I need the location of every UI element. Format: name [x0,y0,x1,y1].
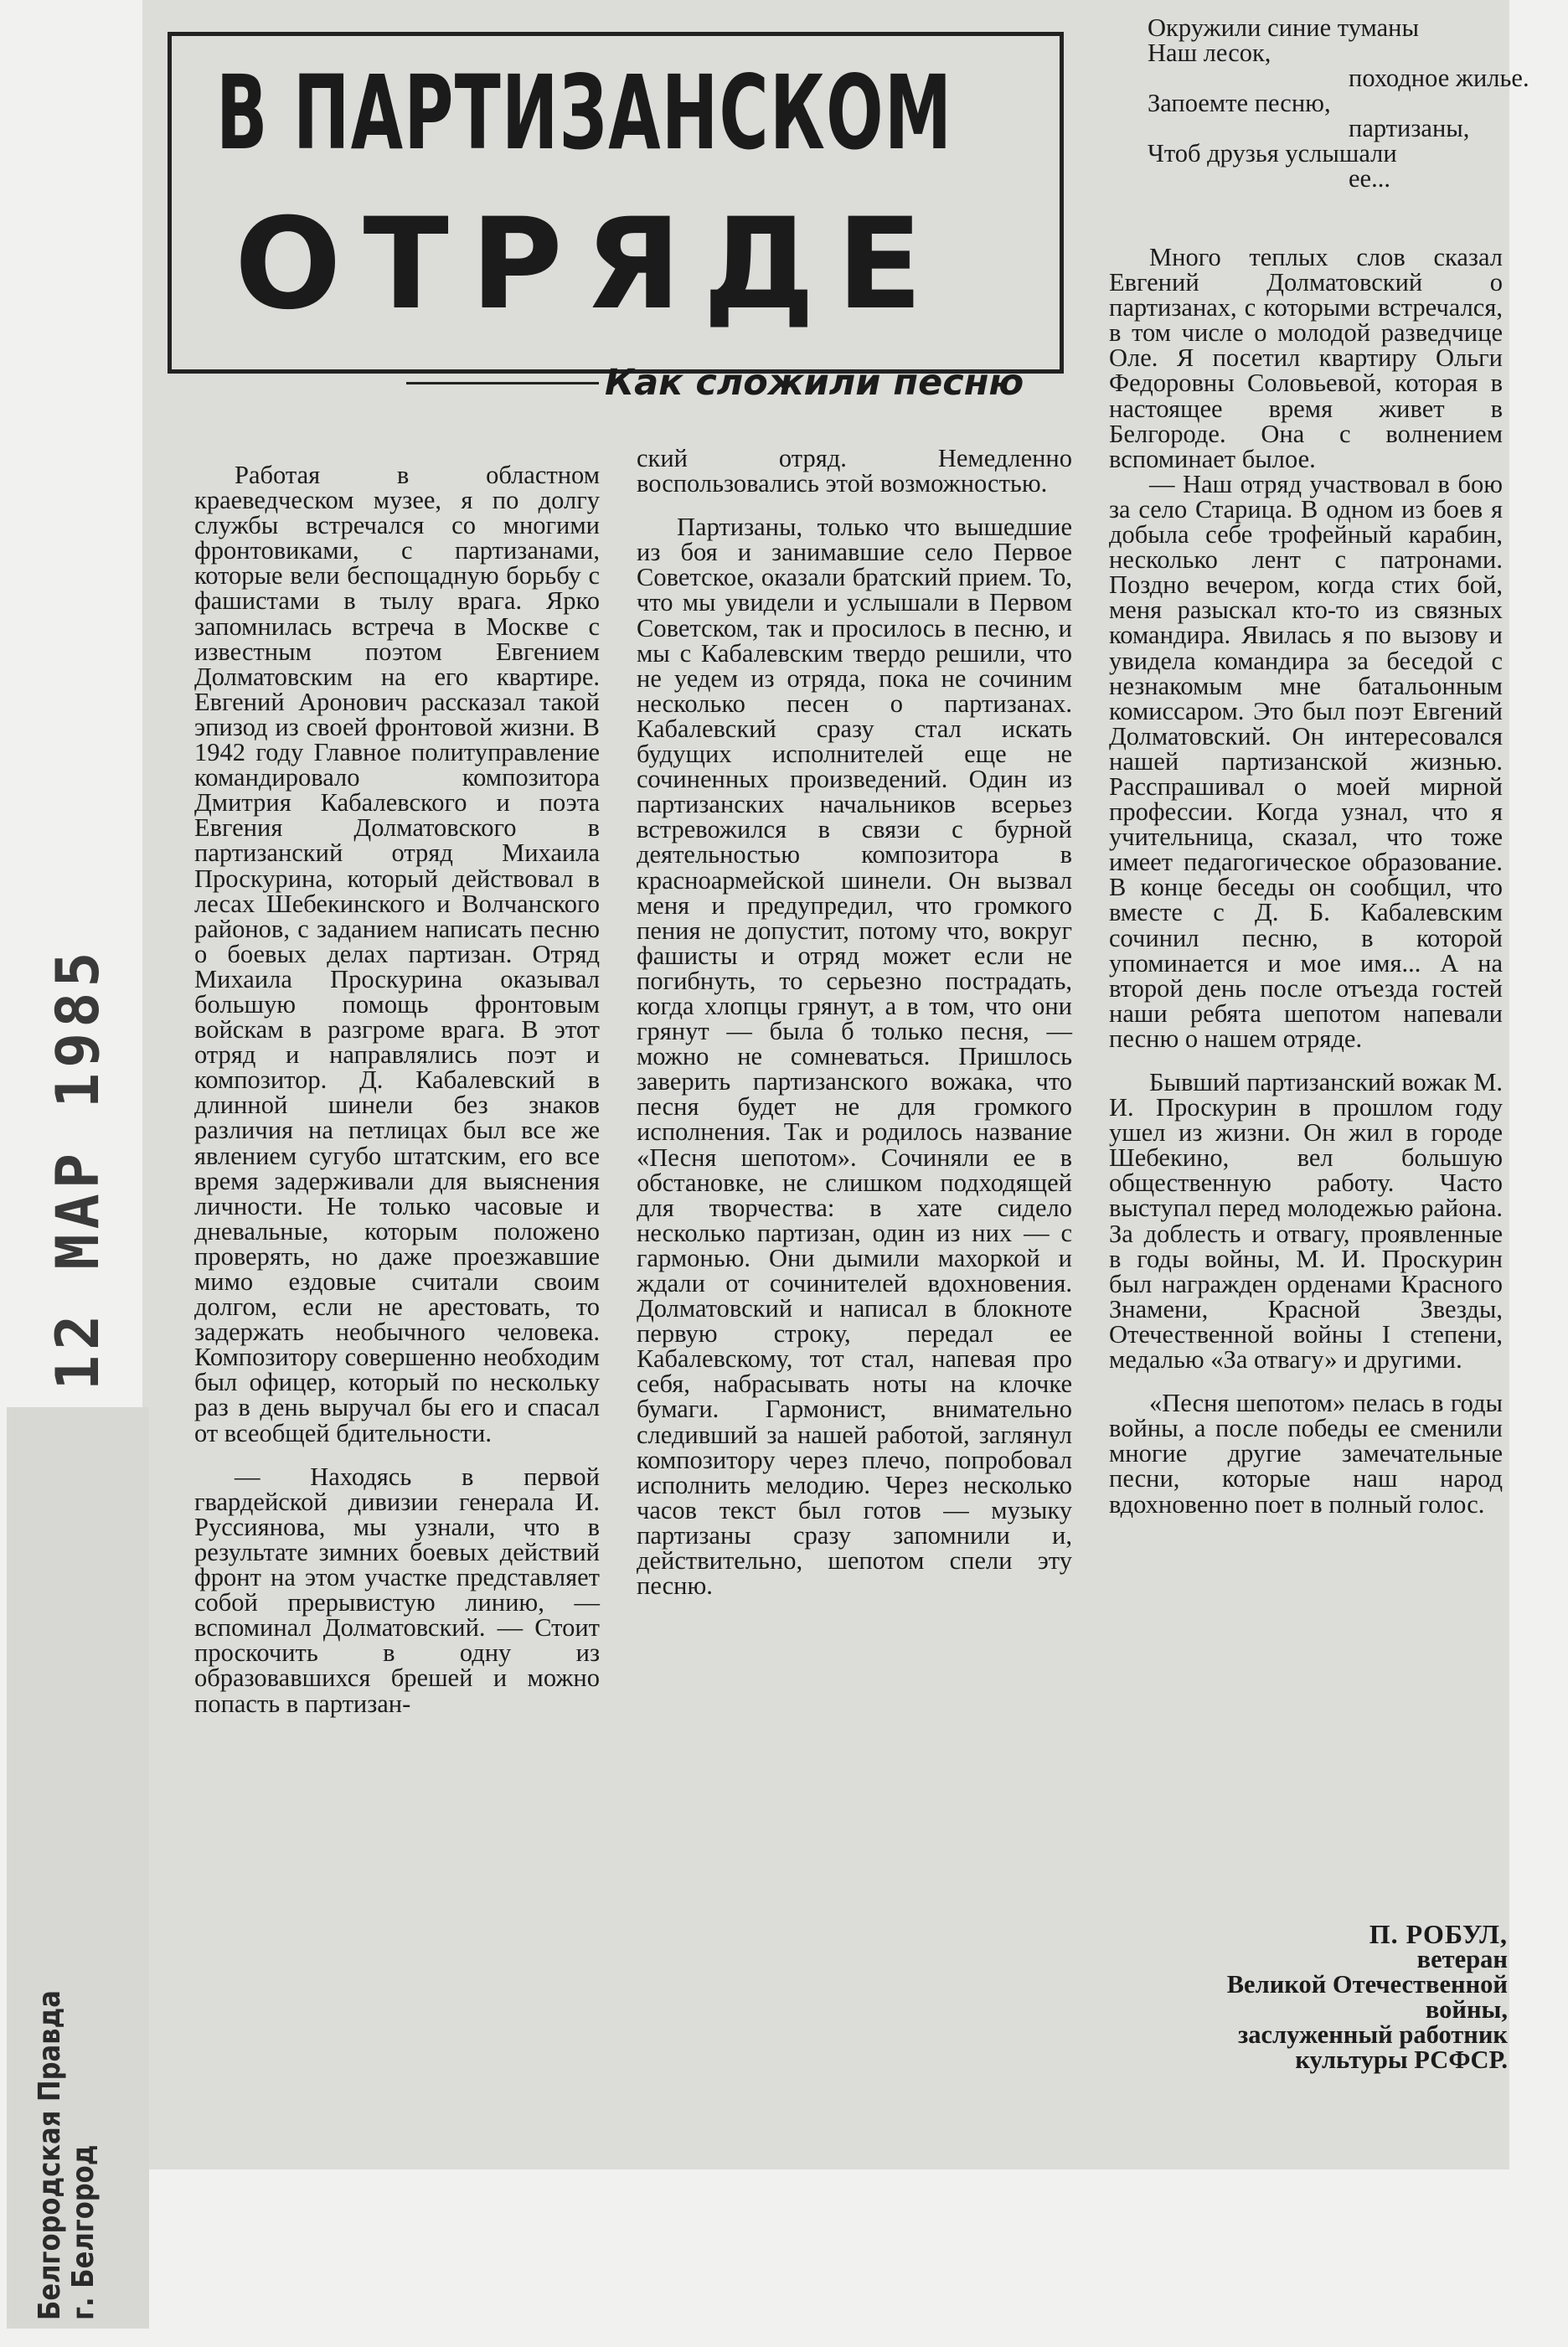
poem-line: Наш лесок, [1148,39,1271,67]
paragraph: Работая в областном краеведческом музее, я по долгу службы встречался со многими фронтовиками, с партизанами, которые вели беспощадную борьбу с фашистами в тылу врага. Ярко запомнилась встреча в Москве с известным поэтом Евгением Долматовским на его квартире. Евгений Аронович рассказал такой эпизод из своей фронтовой жизни. В 1942 году Главное политуправление командировало композитора Дмитрия Кабалевского и поэта Евгения Долматовского в партизанский отряд Михаила Проскурина, который действовал в лесах Шебекинского и Волчанского районов, с заданием написать песню о боевых делах партизан. Отряд Михаила Проскурина оказывал большую помощь фронтовым войскам в разгроме врага. В этот отряд и направлялись поэт и композитор. Д. Кабалевский в длинной шинели без знаков различия на петлицах был все же явлением сугубо штатским, его все время задерживали для выяснения личности. Не только часовые и дневальные, которым положено проверять, но даже проезжавшие мимо ездовые считали своим долгом, если не арестовать, то задержать необычного человека. Композитору совершенно необходим был офицер, который по нескольку раз в день выручал бы его и спасал от всеобщей бдительности. [194,461,600,1447]
newspaper-stamp [33,1990,101,2320]
poem-line: Запоемте песню, [1148,89,1331,117]
author-title-line: Великой Отечественной [1226,1970,1508,1999]
headline-line-2: ОТРЯДЕ [235,192,945,338]
poem-line: походное жилье. [1349,64,1529,92]
author-title-line: ветеран [1416,1945,1508,1973]
subtitle-rule [406,382,599,384]
author-title-line: культуры РСФСР. [1295,2045,1508,2074]
subtitle: Как сложили песню [605,362,1024,404]
author-title-line: заслуженный работник [1237,2020,1508,2049]
author-signature [1148,1921,1508,2072]
poem-line: Окружили синие туманы [1148,13,1419,42]
article-column-3 [1109,245,1503,1517]
paragraph: — Наш отряд участвовал в бою за село Старица. В одном из боев я добыла себе трофейный карабин, несколько лент с патронами. Поздно вечером, когда стих бой, меня разыскал кто-то из связных командира. Явилась я по вызову и увидела командира за беседой с незнакомым мне батальонным комиссаром. Это был поэт Евгений Долматовский. Он интересовался нашей партизанской жизнью. Расспрашивал о моей мирной профессии. Когда узнал, что я учительница, сказал, что тоже имеет педагогическое образование. В конце беседы он сообщил, что вместе с Д. Б. Кабалевским сочинил песню, в которой упоминается и мое имя... А на второй день после отъезда гостей наши ребята шепотом напевали песню о нашем отряде. [1109,469,1503,1053]
poem-line: Чтоб друзья услышали [1148,139,1397,168]
poem-line: партизаны, [1349,114,1470,142]
author-title-line: войны, [1425,1995,1508,2024]
paragraph: ский отряд. Немедленно воспользовались этой возможностью. [637,444,1072,498]
paragraph: Много теплых слов сказал Евгений Долматовский о партизанах, с которыми встречался, в том числе о молодой разведчице Оле. Я посетил квартиру Ольги Федоровны Соловьевой, которая в настоящее время живет в Белгороде. Она с волнением вспоминает былое. [1109,243,1503,473]
paragraph: Партизаны, только что вышедшие из боя и занимавшие село Первое Советское, оказали братский прием. То, что мы увидели и услышали в Первом Советском, так и просилось в песню, и мы с Кабалевским твердо решили, что не уедем из отряда, пока не сочиним несколько песен о партизанах. Кабалевский сразу стал искать будущих исполнителей еще не сочиненных произведений. Один из партизанских начальников всерьез встревожился в связи с бурной деятельностью композитора в красноармейской шинели. Он вызвал меня и предупредил, что громкого пения не допустит, потому что, вокруг фашисты и отряд может если не погибнуть, то серьезно пострадать, когда хлопцы грянут, а в том, что они грянут — была б только песня, — можно не сомневаться. Пришлось заверить партизанского вожака, что песня будет не для громкого исполнения. Так и родилось название «Песня шепотом». Сочиняли ее в обстановке, не слишком подходящей для творчества: в хате сидело несколько партизан, один из них — с гармонью. Они дымили махоркой и ждали от сочинителей вдохновения. Долматовский и написал в блокноте первую строку, передал ее Кабалевскому, тот стал, напевая про себя, набрасывать ноты на клочке бумаги. Гармонист, внимательно следивший за нашей работой, заглянул композитору через плечо, попробовал исполнить мелодию. Через несколько часов текст был готов — музыку партизаны сразу запомнили и, действительно, шепотом спели эту песню. [637,513,1072,1601]
date-stamp: 12 МАР 1985 [44,947,112,1390]
poem-epigraph [1148,13,1529,193]
article-column-1 [194,462,600,1716]
newspaper-city: г. Белгород [66,2144,101,2320]
paragraph: «Песня шепотом» пелась в годы войны, а после победы ее сменили многие другие замечательные песни, которые наш народ вдохновенно поет в полный голос. [1109,1389,1503,1519]
paragraph: Бывший партизанский вожак М. И. Проскурин в прошлом году ушел из жизни. Он жил в городе Шебекино, вел большую общественную работу. Часто выступал перед молодежью района. За доблесть и отвагу, проявленные в годы войны, М. И. Проскурин был награжден орденами Красного Знамени, Красной Звезды, Отечественной войны I степени, медалью «За отвагу» и другими. [1109,1068,1503,1375]
headline-line-1: В ПАРТИЗАНСКОМ [216,54,953,173]
article-column-2 [637,444,1072,1601]
newspaper-name: Белгородская Правда [33,1990,67,2320]
poem-line: ее... [1349,164,1390,193]
paragraph: — Находясь в первой гвардейской дивизии генерала И. Руссиянова, мы узнали, что в результате зимних боевых действий фронт на этом участке представляет собой прерывистую линию, — вспоминал Долматовский. — Стоит проскочить в одну из образовавшихся брешей и можно попасть в партизан- [194,1462,600,1718]
author-name: П. РОБУЛ, [1369,1919,1508,1949]
